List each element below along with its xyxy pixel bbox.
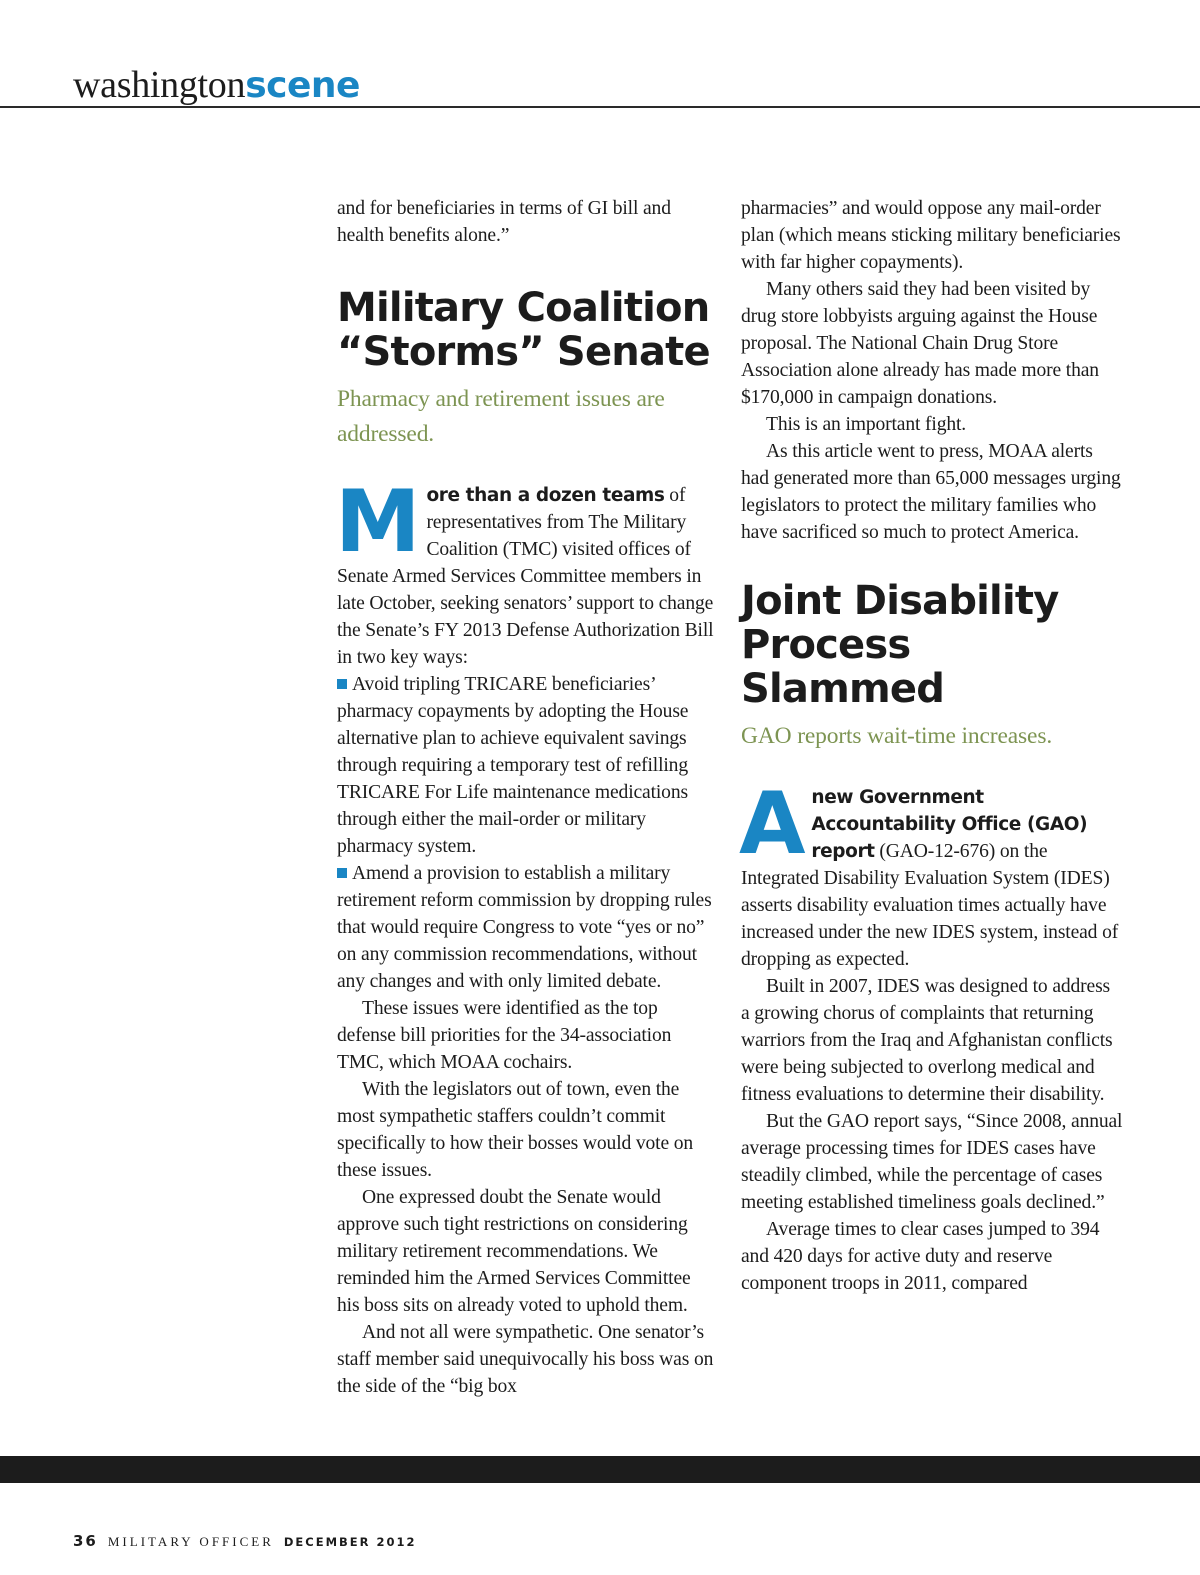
footer-bar <box>0 1456 1200 1483</box>
article1-headline <box>337 286 717 374</box>
page-footer <box>73 1532 417 1551</box>
article1-bullet-1-text: Avoid tripling TRICARE beneficiaries’ pharmacy copayments by adopting the House alternative plan to achieve equivalent savings through requiring a temporary test of refilling TRICARE For Life maintenance medications through either the mail-order or military pharmacy system. <box>337 674 689 857</box>
issue-date: DECEMBER 2012 <box>283 1535 417 1549</box>
article1-paragraph-8: As this article went to press, MOAA alerts had generated more than 65,000 messages urging legislators to protect the military families who have sacrificed so much to protect America. <box>741 441 1121 543</box>
article2-headline-line1: Joint Disability <box>741 578 1059 624</box>
article1-paragraph-4: One expressed doubt the Senate would approve such tight restrictions on considering military retirement recommendations. We reminded him the Armed Services Committee his boss sits on already voted to uphold them. <box>337 1187 691 1316</box>
bullet-square-icon <box>337 679 347 689</box>
article1-paragraph-7: This is an important fight. <box>766 414 967 435</box>
article2-deck: GAO reports wait-time increases. <box>741 723 1053 749</box>
article1-paragraph-3: With the legislators out of town, even the most sympathetic staffers couldn’t commit specifically to how their bosses would vote on these issues. <box>337 1079 694 1181</box>
article2-headline <box>741 579 1123 711</box>
article2-lead-in: new Government Accountability Office (GAO) report <box>811 787 1088 862</box>
article1-paragraph-2: These issues were identified as the top defense bill priorities for the 34-association TMC, which MOAA cochairs. <box>337 998 672 1073</box>
article1-paragraph-5: And not all were sympathetic. One senator’s staff member said unequivocally his boss was on the side of the “big box <box>337 1322 714 1397</box>
article1-paragraph-1 <box>335 472 717 671</box>
continued-text: and for beneficiaries in terms of GI bill and health benefits alone.” <box>337 198 671 246</box>
section-masthead <box>73 66 360 104</box>
article1-lead-in: ore than a dozen teams <box>426 485 665 506</box>
article1-bullet-2 <box>337 860 717 995</box>
article2-headline-line3: Slammed <box>741 666 945 712</box>
article2-paragraph-1 <box>739 774 1123 973</box>
article1-bullet-1 <box>337 671 717 860</box>
left-column <box>337 195 717 1400</box>
article2-paragraph-3: But the GAO report says, “Since 2008, annual average processing times for IDES cases have steadily climbed, while the percentage of cases meeting established timeliness goals declined.” <box>741 1111 1123 1213</box>
magazine-name: MILITARY OFFICER <box>107 1534 274 1549</box>
article1-dropcap: M <box>335 472 421 572</box>
article2-paragraph-2: Built in 2007, IDES was designed to address a growing chorus of complaints that returning warriors from the Iraq and Afghanistan conflicts were being subjected to overlong medical and fitness evaluations to determine their disability. <box>741 976 1113 1105</box>
article2-dropcap: A <box>739 774 806 874</box>
article1-paragraph-6: Many others said they had been visited by drug store lobbyists arguing against the House proposal. The National Chain Drug Store Association alone already has made more than $170,000 in campaign donations. <box>741 279 1099 408</box>
article1-paragraph-1-text: of representatives from The Military Coalition (TMC) visited offices of Senate Armed Services Committee members in late October, seeking senators’ support to change the Senate’s FY 2013 Defense Authorization Bill in two key ways: <box>337 485 714 668</box>
article2-headline-line2: Process <box>741 622 911 668</box>
section-name-light: washington <box>73 64 246 106</box>
article1-bullet-2-text: Amend a provision to establish a military retirement reform commission by dropping rules that would require Congress to vote “yes or no” on any commission recommendations, without any changes and with only limited debate. <box>337 863 712 992</box>
article2-paragraph-1-text: (GAO-12-676) on the Integrated Disability Evaluation System (IDES) asserts disability evaluation times actually have increased under the new IDES system, instead of dropping as expected. <box>741 841 1119 970</box>
header-rule <box>0 106 1200 108</box>
bullet-square-icon <box>337 868 347 878</box>
article1-continued: pharmacies” and would oppose any mail-order plan (which means sticking military beneficiaries with far higher copayments). <box>741 198 1121 273</box>
article1-headline-line2: “Storms” Senate <box>337 329 710 375</box>
article1-deck: Pharmacy and retirement issues are addressed. <box>337 386 665 447</box>
page-number: 36 <box>73 1532 98 1550</box>
section-name-bold: scene <box>245 65 360 106</box>
article2-paragraph-4: Average times to clear cases jumped to 394 and 420 days for active duty and reserve component troops in 2011, compared <box>741 1219 1100 1294</box>
right-column <box>741 195 1123 1297</box>
article1-headline-line1: Military Coalition <box>337 285 710 331</box>
